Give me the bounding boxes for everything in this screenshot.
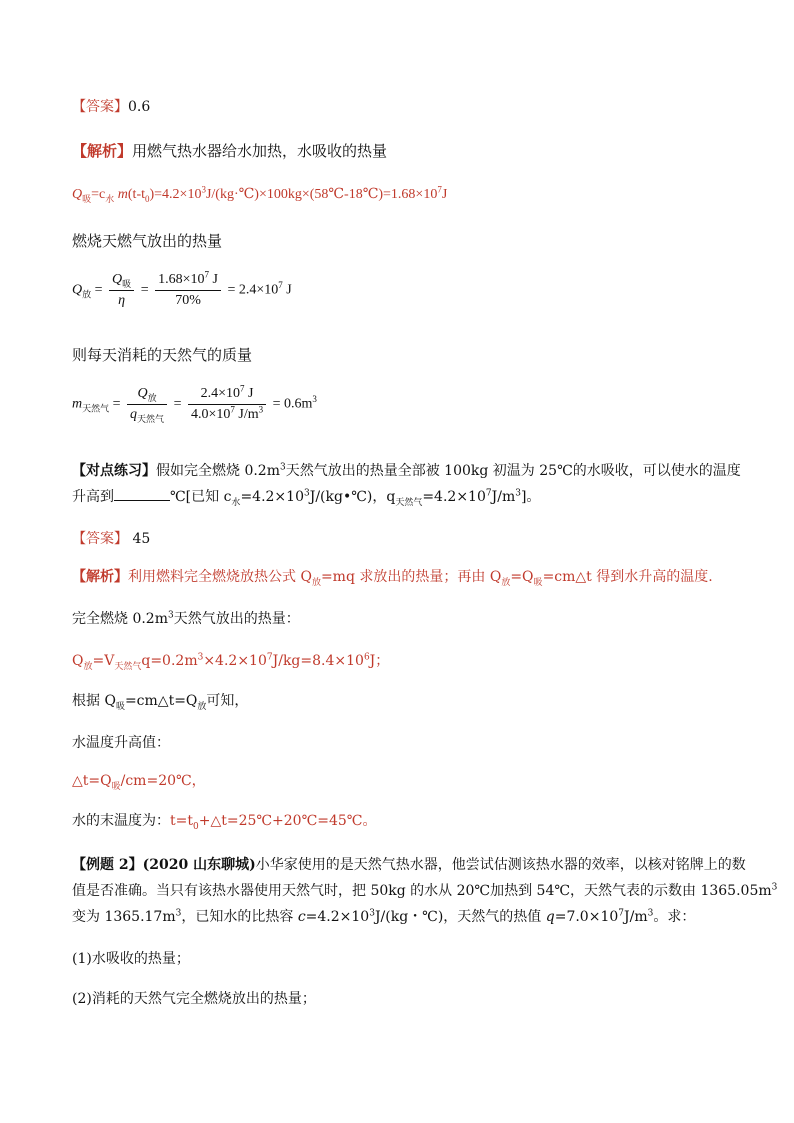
example-source: (2020 山东聊城) [142, 857, 256, 873]
fraction-q-over-eta: $\frac{Q_吸}{\eta}$ [109, 272, 134, 309]
line-final-temp: 水的末温度为：$t=t_0+\triangle t=25℃+20℃=45℃$。 [72, 813, 377, 832]
equation-heat-absorbed: $Q_吸=c_水$ $m(t-t_0)=4.2\times 10^3J/(kg\cdot℃)\times 100kg\times(58℃-18℃)=1.68\times 10^7J$ [72, 184, 448, 204]
answer-value: 0.6 [128, 99, 151, 115]
analysis-text: 用燃气热水器给水加热，水吸收的热量 [132, 142, 388, 160]
fraction-numeric: $\frac{1.68\times 10^7 J}{70\%}$ [155, 272, 221, 309]
fraction-q-over-q: $\frac{Q_放}{q_{天然气}}$ [127, 386, 167, 423]
line-q-released-calc: $Q_放=V_{天然气}q=0.2m^3\times 4.2\times 10^7J/kg=8.4\times 10^6J$； [72, 652, 390, 672]
equation-q-released: $Q_放$ = $\frac{Q_吸}{\eta}$ = $\frac{1.68\times 10^7 J}{70\%}$ = $2.4\times 10^7$ J [72, 269, 292, 308]
practice-label: 【对点练习】 [72, 463, 156, 479]
question-1: (1)水吸收的热量； [72, 951, 190, 967]
answer-1 [72, 96, 150, 116]
fraction-numeric-mass: $\frac{2.4\times 10^7 J}{4.0\times 10^7 J/m^3}$ [188, 386, 266, 423]
answer-blank[interactable] [114, 488, 170, 501]
line-heat-released: 燃烧天燃气放出的热量 [72, 232, 223, 250]
analysis-1 [72, 140, 387, 161]
example-2: 【例题 2】(2020 山东聊城)小华家使用的是天然气热水器，他尝试估测该热水器的效率，以核对铭牌上的数 值是否准确。当只有该热水器使用天然气时，把 50kg 的水从 20℃加热到 54℃，天然气表的示数由 $1365.05m^3$ 变为 $1365.17m^3$，已知水的比热容 $c=4.2\times 10^3J/(kg$・℃)，天然气的热值 $q=7.0\times 10^7J/m^3$。求： [72, 857, 778, 925]
analysis-2: 【解析】利用燃料完全燃烧放热公式 $Q_放=mq$ 求放出的热量；再由 $Q_放=Q_吸=cm\triangle t$ 得到水升高的温度. [72, 569, 713, 588]
answer-value: 45 [132, 531, 151, 547]
analysis-label: 【解析】 [72, 142, 133, 160]
practice-question: 【对点练习】假如完全燃烧 $0.2m^3$天然气放出的热量全部被 100kg 初温为 25℃的水吸收，可以使水的温度 升高到 ℃[已知 $c_水=4.2\times 10^3J/(kg•℃)$，$q_{天然气}=4.2\times 10^7J/m^3$]。 [72, 462, 741, 508]
example-label: 【例题 2】 [72, 857, 143, 873]
line-delta-t: $\triangle t=Q_吸/cm=20℃$， [72, 773, 206, 792]
line-gas-mass: 则每天消耗的天然气的质量 [72, 346, 253, 364]
analysis-label: 【解析】 [72, 569, 128, 585]
answer-label: 【答案】 [72, 531, 128, 547]
equation-gas-mass: $m_{天然气}$ = $\frac{Q_放}{q_{天然气}}$ = $\frac{2.4\times 10^7 J}{4.0\times 10^7 J/m^3}$ = $0.6m^3$ [72, 383, 317, 424]
line-temp-rise-title: 水温度升高值： [72, 735, 170, 751]
answer-label: 【答案】 [72, 99, 128, 115]
question-2: (2)消耗的天然气完全燃烧放出的热量； [72, 991, 316, 1007]
answer-2 [72, 528, 150, 548]
line-complete-combustion: 完全燃烧 $0.2m^3$天然气放出的热量： [72, 610, 300, 627]
line-according-to: 根据 $Q_吸=cm\triangle t=Q_放$可知， [72, 693, 249, 712]
